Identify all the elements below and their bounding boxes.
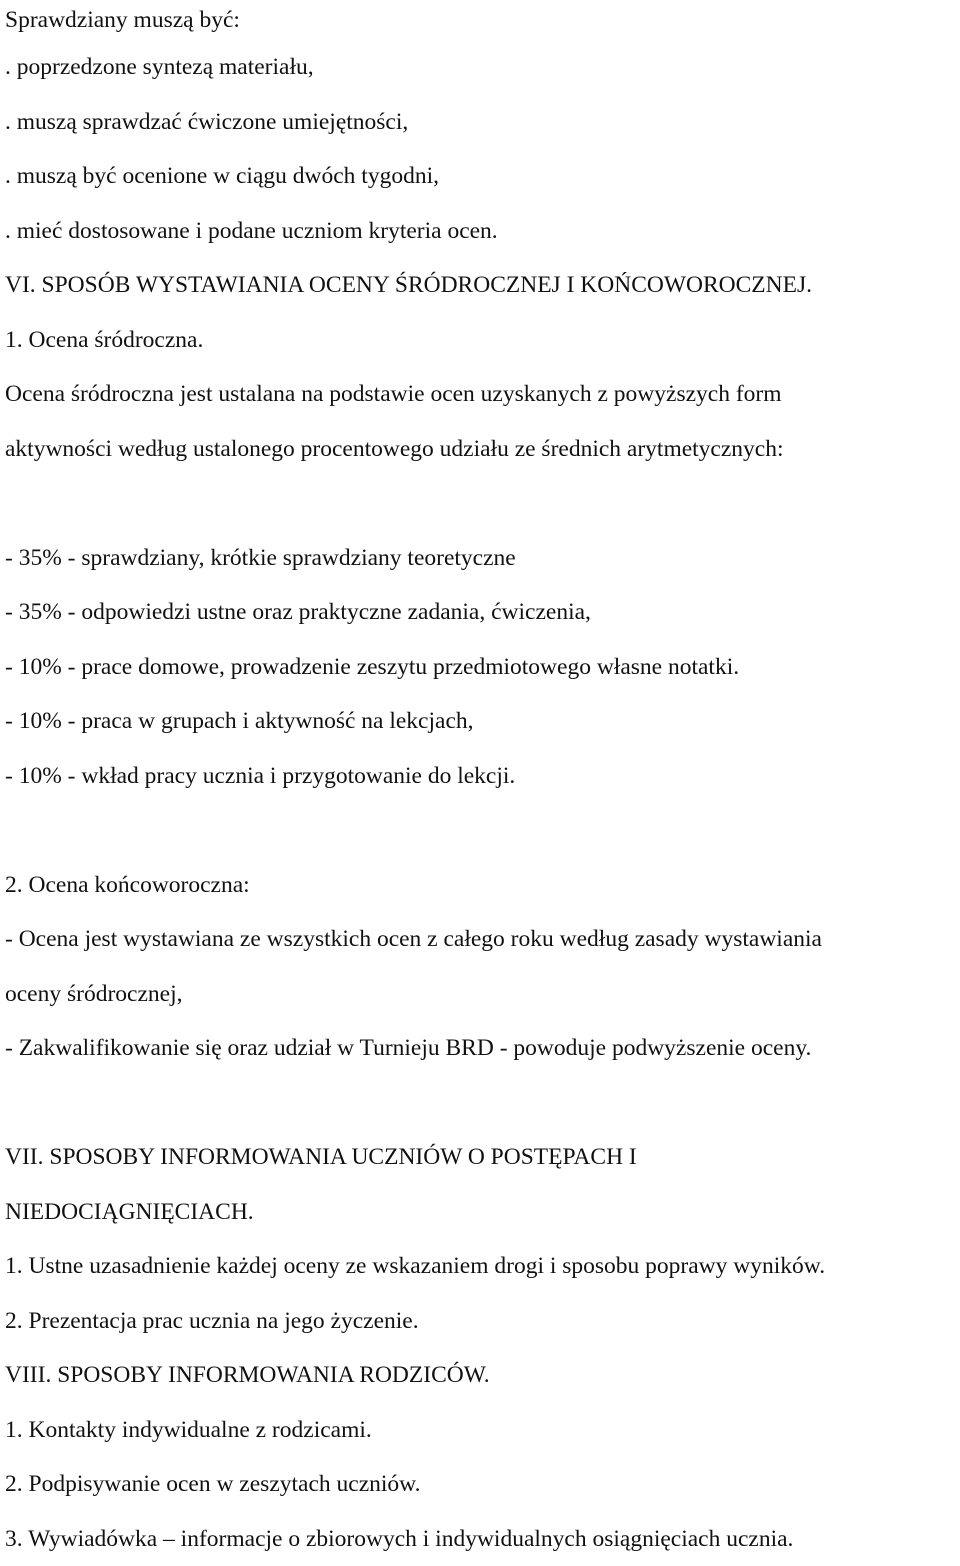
text-line: . muszą sprawdzać ćwiczone umiejętności, (5, 95, 960, 150)
list-item: 3. Wywiadówka – informacje o zbiorowych i indywidualnych osiągnięciach ucznia. (5, 1512, 960, 1566)
list-item: - 10% - prace domowe, prowadzenie zeszytu przedmiotowego własne notatki. (5, 640, 960, 695)
paragraph-gap (5, 476, 960, 531)
section-heading: NIEDOCIĄGNIĘCIACH. (5, 1185, 960, 1240)
text-line: . muszą być ocenione w ciągu dwóch tygodni, (5, 149, 960, 204)
list-item: - 10% - wkład pracy ucznia i przygotowanie do lekcji. (5, 749, 960, 804)
list-item: - 35% - odpowiedzi ustne oraz praktyczne zadania, ćwiczenia, (5, 585, 960, 640)
list-item: - Zakwalifikowanie się oraz udział w Turnieju BRD - powoduje podwyższenie oceny. (5, 1021, 960, 1076)
text-line: Sprawdziany muszą być: (5, 0, 960, 40)
paragraph-gap (5, 1076, 960, 1131)
text-line: . poprzedzone syntezą materiału, (5, 40, 960, 95)
section-heading: VIII. SPOSOBY INFORMOWANIA RODZICÓW. (5, 1348, 960, 1403)
subsection-heading: 1. Ocena śródroczna. (5, 313, 960, 368)
list-item: - 35% - sprawdziany, krótkie sprawdziany teoretyczne (5, 531, 960, 586)
list-item: - Ocena jest wystawiana ze wszystkich ocen z całego roku według zasady wystawiania (5, 912, 960, 967)
list-item: 2. Podpisywanie ocen w zeszytach uczniów. (5, 1457, 960, 1512)
list-item: - 10% - praca w grupach i aktywność na lekcjach, (5, 694, 960, 749)
paragraph-gap (5, 803, 960, 858)
section-heading: VII. SPOSOBY INFORMOWANIA UCZNIÓW O POSTĘPACH I (5, 1130, 960, 1185)
text-line: Ocena śródroczna jest ustalana na podstawie ocen uzyskanych z powyższych form (5, 367, 960, 422)
text-line: oceny śródrocznej, (5, 967, 960, 1022)
text-line: . mieć dostosowane i podane uczniom kryteria ocen. (5, 204, 960, 259)
text-line: aktywności według ustalonego procentowego udziału ze średnich arytmetycznych: (5, 422, 960, 477)
list-item: 1. Kontakty indywidualne z rodzicami. (5, 1403, 960, 1458)
subsection-heading: 2. Ocena końcoworoczna: (5, 858, 960, 913)
document-page (5, 0, 960, 1566)
list-item: 2. Prezentacja prac ucznia na jego życzenie. (5, 1294, 960, 1349)
list-item: 1. Ustne uzasadnienie każdej oceny ze wskazaniem drogi i sposobu poprawy wyników. (5, 1239, 960, 1294)
section-heading: VI. SPOSÓB WYSTAWIANIA OCENY ŚRÓDROCZNEJ I KOŃCOWOROCZNEJ. (5, 258, 960, 313)
